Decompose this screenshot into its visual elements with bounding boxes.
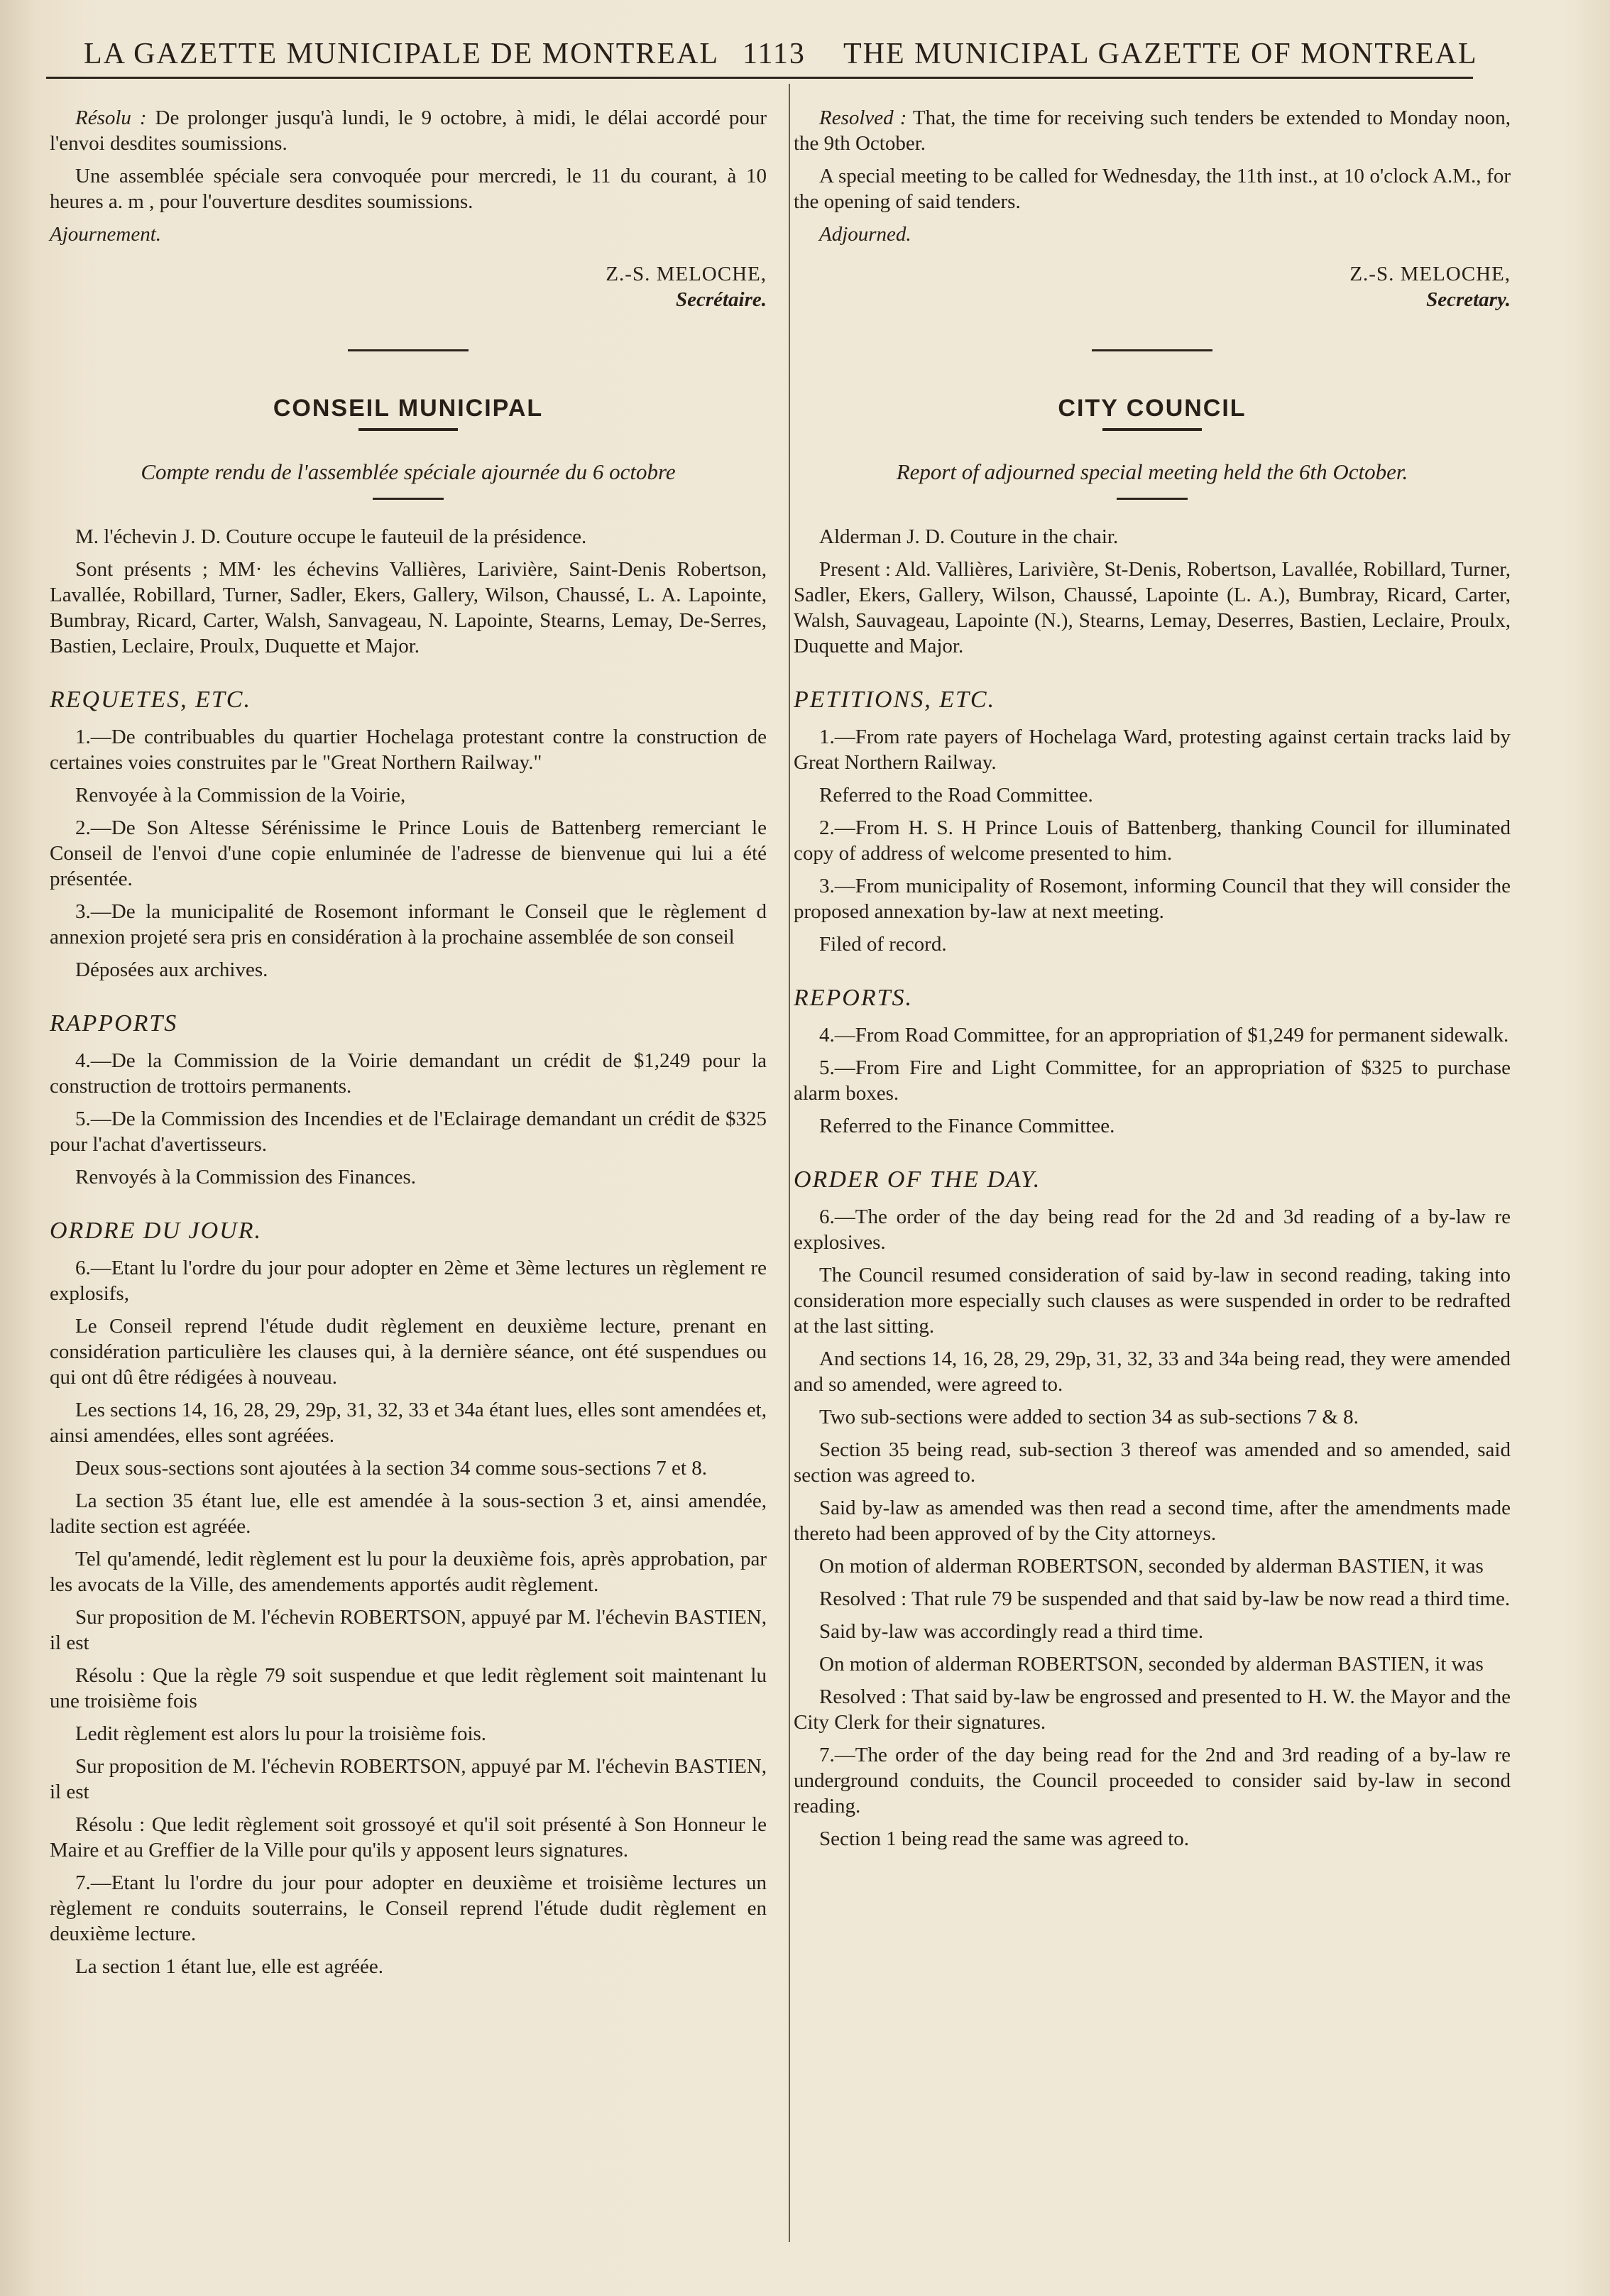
order-item: Le Conseil reprend l'étude dudit règlement en deuxième lecture, prenant en considération particulière les clauses qui, à la dernière séance, ont été suspendues ou qui ont dû être rédigées à nouveau. [50, 1315, 767, 1389]
chair-paragraph: Alderman J. D. Couture in the chair. [819, 525, 1119, 548]
page-header [84, 37, 1478, 80]
header-rule [46, 77, 1473, 79]
order-item: Résolu : Que ledit règlement soit grossoyé et qu'il soit présenté à Son Honneur le Maire et au Greffier de la Ville pour qu'ils y apposent leurs signatures. [50, 1813, 767, 1862]
column-divider [789, 84, 790, 2242]
order-item: 7.—The order of the day being read for the 2nd and 3rd reading of a by-law re underground conduits, the Council proceeded to consider said by-law in second reading. [794, 1744, 1511, 1817]
order-item: Section 1 being read the same was agreed to. [819, 1827, 1190, 1850]
petition-item: 3.—From municipality of Rosemont, informing Council that they will consider the proposed annexation by-law at next meeting. [794, 875, 1511, 923]
petition-item: 3.—De la municipalité de Rosemont informant le Conseil que le règlement d annexion projeté sera pris en considération à la prochaine assemblée de son conseil [50, 900, 767, 949]
resolution-text: De prolonger jusqu'à lundi, le 9 octobre, à midi, le délai accordé pour l'envoi desdites soumissions. [50, 106, 767, 155]
report-item: 5.—De la Commission des Incendies et de l'Eclairage demandant un crédit de $325 pour l'achat d'avertisseurs. [50, 1108, 767, 1156]
section-title: CONSEIL MUNICIPAL [273, 395, 544, 422]
order-item: Deux sous-sections sont ajoutées à la section 34 comme sous-sections 7 et 8. [75, 1457, 707, 1480]
order-item: Ledit règlement est alors lu pour la troisième fois. [75, 1722, 487, 1745]
report-item: 4.—De la Commission de la Voirie demandant un crédit de $1,249 pour la construction de trottoirs permanents. [50, 1049, 767, 1098]
section-subtitle: Report of adjourned special meeting held the 6th October. [896, 459, 1408, 484]
header-title-french: LA GAZETTE MUNICIPALE DE MONTREAL [84, 38, 720, 70]
order-item: La section 35 étant lue, elle est amendée à la sous-section 3 et, ainsi amendée, ladite section est agréée. [50, 1489, 767, 1538]
order-item: And sections 14, 16, 28, 29, 29p, 31, 32, 33 and 34a being read, they were amended and so amended, were agreed to. [794, 1347, 1511, 1396]
resolution-paragraph [794, 105, 1511, 156]
reports-heading: RAPPORTS [50, 1010, 178, 1037]
petition-item: 2.—From H. S. H Prince Louis of Battenberg, thanking Council for illuminated copy of address of welcome presented to him. [794, 816, 1511, 865]
petition-item: 1.—De contribuables du quartier Hochelaga protestant contre la construction de certaines voies construites par le "Great Northern Railway." [50, 726, 767, 774]
petition-item: Déposées aux archives. [75, 958, 268, 981]
header-title-english: THE MUNICIPAL GAZETTE OF MONTREAL [843, 38, 1478, 70]
subtitle-rule [373, 498, 444, 500]
signature-role: Secrétaire. [675, 288, 767, 311]
order-item: Résolu : Que la règle 79 soit suspendue et que ledit règlement soit maintenant lu une troisième fois [50, 1664, 767, 1712]
resolution-label: Resolved : [819, 106, 907, 129]
present-paragraph: Sont présents ; MM· les échevins Vallières, Larivière, Saint-Denis Robertson, Lavallée, Robillard, Turner, Sadler, Ekers, Gallery, Wilson, Chaussé, L. A. Lapointe, Bumbray, Ricard, Carter, Walsh, Sanvageau, N. Lapointe, Stearns, Lemay, De-Serres, Bastien, Leclaire, Proulx, Duquette et Major. [50, 558, 767, 657]
section-title: CITY COUNCIL [1058, 395, 1247, 422]
meeting-paragraph: A special meeting to be called for Wednesday, the 11th inst., at 10 o'clock A.M., for the opening of said tenders. [794, 165, 1511, 213]
order-item: The Council resumed consideration of said by-law in second reading, taking into consideration more especially such clauses as were suspended in order to be redrafted at the last sitting. [794, 1264, 1511, 1338]
signature-name: Z.-S. MELOCHE, [606, 263, 767, 285]
order-item: On motion of alderman ROBERTSON, seconded by alderman BASTIEN, it was [819, 1555, 1484, 1578]
order-item: Resolved : That rule 79 be suspended and that said by-law be now read a third time. [819, 1587, 1511, 1610]
order-item: Sur proposition de M. l'échevin ROBERTSON, appuyé par M. l'échevin BASTIEN, il est [50, 1755, 767, 1803]
order-item: On motion of alderman ROBERTSON, seconded by alderman BASTIEN, it was [819, 1653, 1484, 1675]
petition-item: Referred to the Road Committee. [819, 784, 1093, 807]
order-item: Two sub-sections were added to section 34 as sub-sections 7 & 8. [819, 1406, 1359, 1428]
present-paragraph: Present : Ald. Vallières, Larivière, St-Denis, Robertson, Lavallée, Robillard, Turner, Sadler, Ekers, Gallery, Wilson, Chaussé, Lapointe (L. A.), Bumbray, Ricard, Carter, Walsh, Sauvageau, Lapointe (N.), Stearns, Lemay, Deserres, Bastien, Leclaire, Proulx, Duquette and Major. [794, 558, 1511, 657]
order-item: Tel qu'amendé, ledit règlement est lu pour la deuxième fois, après approbation, par les avocats de la Ville, des amendements apportés audit règlement. [50, 1548, 767, 1596]
order-item: Les sections 14, 16, 28, 29, 29p, 31, 32, 33 et 34a étant lues, elles sont amendées et, ainsi amendées, elles sont agréées. [50, 1399, 767, 1447]
order-item: La section 1 étant lue, elle est agréée. [75, 1955, 383, 1978]
section-separator [348, 349, 469, 351]
petition-item: Filed of record. [819, 933, 947, 956]
petition-item: 2.—De Son Altesse Sérénissime le Prince Louis de Battenberg remerciant le Conseil de l'envoi d'une copie enluminée de l'adresse de bienvenue qui lui a été présentée. [50, 816, 767, 890]
signature-role: Secretary. [1426, 288, 1511, 311]
order-item: Resolved : That said by-law be engrossed and presented to H. W. the Mayor and the City Clerk for their signatures. [794, 1685, 1511, 1734]
order-heading: ORDRE DU JOUR. [50, 1218, 262, 1244]
petitions-heading: REQUETES, ETC. [50, 687, 251, 713]
page-number: 1113 [743, 38, 806, 70]
order-item: 7.—Etant lu l'ordre du jour pour adopter en deuxième et troisième lectures un règlement re conduits souterrains, le Conseil reprend l'étude dudit règlement en deuxième lecture. [50, 1871, 767, 1945]
title-rule [1102, 428, 1202, 431]
report-item: Referred to the Finance Committee. [819, 1115, 1115, 1137]
signature-block [794, 261, 1511, 312]
reports-heading: REPORTS. [794, 985, 914, 1011]
report-item: 5.—From Fire and Light Committee, for an appropriation of $325 to purchase alarm boxes. [794, 1056, 1511, 1105]
signature-block [50, 261, 767, 312]
petitions-heading: PETITIONS, ETC. [794, 687, 996, 713]
resolution-text: That, the time for receiving such tenders be extended to Monday noon, the 9th October. [794, 106, 1511, 155]
petition-item: Renvoyée à la Commission de la Voirie, [75, 784, 406, 807]
adjournment-text: Ajournement. [50, 223, 162, 246]
order-heading: ORDER OF THE DAY. [794, 1166, 1041, 1193]
order-item: Said by-law as amended was then read a second time, after the amendments made thereto had been approved of by the City attorneys. [794, 1497, 1511, 1545]
order-item: Said by-law was accordingly read a third time. [819, 1620, 1204, 1643]
meeting-paragraph: Une assemblée spéciale sera convoquée pour mercredi, le 11 du courant, à 10 heures a. m , pour l'ouverture desdites soumissions. [50, 165, 767, 213]
order-item: Section 35 being read, sub-section 3 thereof was amended and so amended, said section was agreed to. [794, 1438, 1511, 1487]
petition-item: 1.—From rate payers of Hochelaga Ward, protesting against certain tracks laid by Great Northern Railway. [794, 726, 1511, 774]
report-item: 4.—From Road Committee, for an appropriation of $1,249 for permanent sidewalk. [819, 1024, 1509, 1046]
english-column [794, 105, 1511, 1859]
report-item: Renvoyés à la Commission des Finances. [75, 1166, 417, 1188]
subtitle-rule [1117, 498, 1188, 500]
section-separator [1092, 349, 1212, 351]
order-item: 6.—The order of the day being read for the 2d and 3d reading of a by-law re explosives. [794, 1206, 1511, 1254]
signature-name: Z.-S. MELOCHE, [1349, 263, 1511, 285]
french-column [50, 105, 767, 1986]
order-item: 6.—Etant lu l'ordre du jour pour adopter en 2ème et 3ème lectures un règlement re explosifs, [50, 1257, 767, 1305]
chair-paragraph: M. l'échevin J. D. Couture occupe le fauteuil de la présidence. [75, 525, 587, 548]
adjournment-text: Adjourned. [819, 223, 911, 246]
order-item: Sur proposition de M. l'échevin ROBERTSON, appuyé par M. l'échevin BASTIEN, il est [50, 1606, 767, 1654]
title-rule [358, 428, 458, 431]
section-subtitle: Compte rendu de l'assemblée spéciale ajournée du 6 octobre [141, 459, 676, 484]
resolution-label: Résolu : [75, 106, 147, 129]
resolution-paragraph [50, 105, 767, 156]
